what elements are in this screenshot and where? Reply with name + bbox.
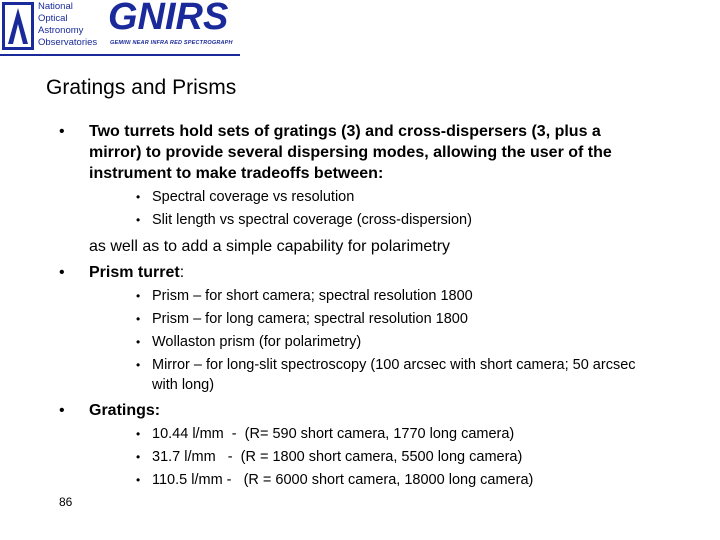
bullet-icon: • (136, 358, 141, 372)
sub-bullet-text: Prism – for short camera; spectral resolution 1800 (152, 288, 473, 304)
sub-bullet-text: 10.44 l/mm - (R= 590 short camera, 1770 long camera) (152, 426, 515, 442)
sub-bullet-text: Spectral coverage vs resolution (152, 189, 355, 205)
sub-bullet-text: 31.7 l/mm - (R = 1800 short camera, 5500 long camera) (152, 449, 523, 465)
bullet-icon: • (136, 213, 141, 227)
bullet-icon: • (59, 264, 65, 281)
noao-line: Astronomy (38, 25, 84, 36)
bullet-icon: • (59, 402, 65, 419)
bullet-icon: • (136, 427, 141, 441)
bullet-text: : (179, 264, 185, 281)
sub-bullet (136, 187, 355, 207)
sub-bullet (136, 447, 523, 467)
bullet-icon: • (136, 473, 141, 487)
sub-bullet (136, 424, 515, 444)
header (0, 0, 240, 56)
bullet-icon: • (136, 190, 141, 204)
sub-bullet-text: Prism – for long camera; spectral resolution 1800 (152, 311, 468, 327)
bullet-icon: • (136, 335, 141, 349)
page-number: 86 (59, 495, 73, 509)
noao-text (38, 1, 97, 49)
noao-line: National (38, 1, 73, 12)
bullet-continuation: as well as to add a simple capability for polarimetry (89, 238, 451, 255)
sub-bullet (136, 470, 534, 490)
noao-logo-icon (2, 2, 34, 50)
sub-bullet (136, 286, 473, 306)
bullet-icon: • (136, 312, 141, 326)
gnirs-subtitle: GEMINI NEAR INFRA RED SPECTROGRAPH (110, 40, 233, 46)
sub-bullet-text: 110.5 l/mm - (R = 6000 short camera, 18000 long camera) (152, 472, 534, 488)
sub-bullet-text: Mirror – for long-slit spectroscopy (100 arcsec with short camera; 50 arcsec with long) (152, 357, 636, 393)
bullet-bold: Two turrets (89, 123, 175, 140)
bullet-icon: • (136, 289, 141, 303)
slide-title: Gratings and Prisms (46, 76, 237, 99)
sub-bullet (136, 332, 362, 352)
bullet-bold: Gratings: (89, 402, 161, 419)
bullet-prism-turret (59, 262, 649, 283)
sub-bullet (136, 309, 468, 329)
sub-bullet (136, 210, 472, 230)
gnirs-logo-text: GNIRS (108, 0, 229, 38)
sub-bullet-text: Slit length vs spectral coverage (cross-dispersion) (152, 212, 472, 228)
bullet-bold: Prism turret (89, 264, 180, 281)
bullet-icon: • (136, 450, 141, 464)
sub-bullet (136, 355, 652, 395)
header-rule (0, 54, 240, 56)
noao-line: Observatories (38, 37, 98, 48)
bullet-icon: • (59, 123, 65, 140)
bullet-gratings (59, 400, 161, 421)
bullet-turrets (59, 121, 649, 184)
noao-line: Optical (38, 13, 68, 24)
sub-bullet-text: Wollaston prism (for polarimetry) (152, 334, 362, 350)
bullet-text: hold sets of gratings (3) and cross-dispersers (3, plus a mirror) to provide several dispersing modes, allowing the user of the instrument to make tradeoffs between: (89, 123, 612, 182)
